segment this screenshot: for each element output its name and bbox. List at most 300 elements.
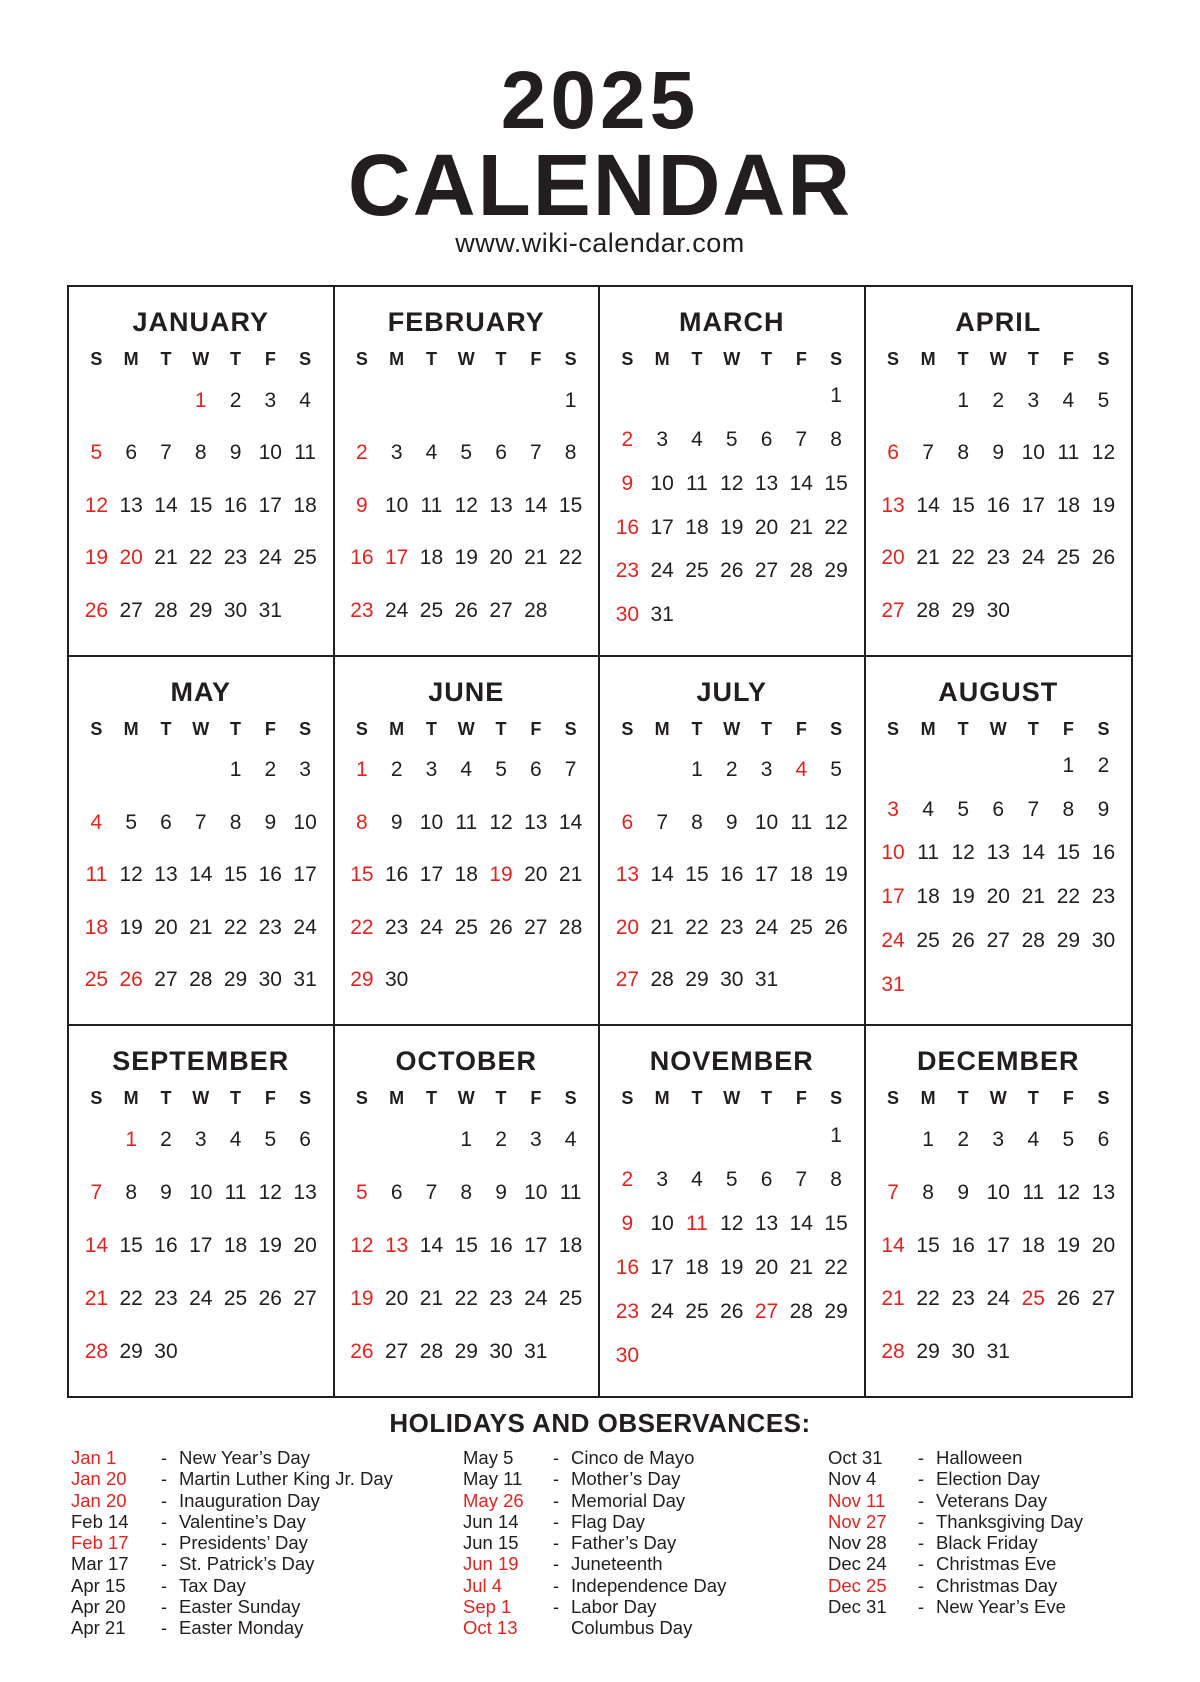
weekday-letter: S xyxy=(887,1088,900,1109)
holiday-date: Dec 31 xyxy=(828,1596,887,1618)
day-cell: 18 xyxy=(84,915,109,939)
month-june xyxy=(335,657,601,1027)
day-cell: 25 xyxy=(419,598,444,622)
day-cell: 10 xyxy=(881,841,905,865)
weekday-letter: W xyxy=(989,718,1007,739)
day-cell: 27 xyxy=(881,598,905,622)
day-cell: 17 xyxy=(881,885,905,909)
month-title: SEPTEMBER xyxy=(112,1046,290,1077)
holiday-name: Mother’s Day xyxy=(571,1468,681,1490)
holiday-separator: - xyxy=(917,1468,925,1490)
holiday-date: Jun 15 xyxy=(463,1532,519,1554)
day-cell: 20 xyxy=(524,863,548,887)
week-row xyxy=(79,388,323,413)
day-cell: 19 xyxy=(720,1256,744,1280)
week-row xyxy=(345,1127,589,1152)
day-cell: 7 xyxy=(922,441,934,465)
day-cell: 26 xyxy=(454,598,478,622)
day-cell: 28 xyxy=(789,1300,813,1324)
day-cell: 24 xyxy=(986,1286,1010,1310)
weekday-letter: T xyxy=(957,718,969,739)
weekday-letter: F xyxy=(530,718,542,739)
weekday-letter: W xyxy=(457,349,475,369)
day-cell: 12 xyxy=(258,1181,282,1205)
day-cell: 18 xyxy=(685,515,709,539)
day-cell: 5 xyxy=(495,758,507,782)
day-cell-empty xyxy=(645,1123,680,1148)
day-cell: 17 xyxy=(419,863,444,887)
weekday-letter: M xyxy=(920,1088,936,1109)
weekday-letter: S xyxy=(299,1088,312,1109)
day-cell: 24 xyxy=(650,559,674,583)
day-cell: 9 xyxy=(957,1181,970,1205)
day-cell: 31 xyxy=(258,598,282,622)
week-row xyxy=(79,1339,323,1364)
day-cell: 24 xyxy=(384,598,409,622)
day-cell: 4 xyxy=(299,388,311,412)
day-cell-empty xyxy=(1016,1339,1051,1364)
week-row xyxy=(610,1211,854,1236)
holiday-row xyxy=(828,1490,1148,1511)
holiday-separator: - xyxy=(917,1532,925,1554)
day-cell: 16 xyxy=(489,1234,513,1258)
day-cell: 23 xyxy=(720,915,744,939)
weekday-header xyxy=(876,1089,1122,1107)
day-cell-empty xyxy=(114,757,149,782)
day-cell: 19 xyxy=(84,546,109,570)
week-row xyxy=(79,545,323,570)
day-cell: 6 xyxy=(390,1181,403,1205)
day-cell-empty xyxy=(645,757,680,782)
day-cell: 15 xyxy=(454,1234,478,1258)
day-cell: 25 xyxy=(916,929,940,952)
day-cell: 24 xyxy=(189,1286,213,1310)
holiday-date: Nov 27 xyxy=(828,1510,887,1532)
holiday-separator: - xyxy=(552,1574,560,1596)
day-cell-empty xyxy=(784,1123,819,1148)
month-days xyxy=(79,738,323,1007)
day-cell: 16 xyxy=(615,1256,640,1280)
holiday-date: Jan 20 xyxy=(71,1489,127,1511)
day-cell: 28 xyxy=(650,968,674,992)
weekday-letter: W xyxy=(192,718,210,739)
day-cell: 13 xyxy=(986,841,1010,865)
holiday-date: Dec 24 xyxy=(828,1553,887,1575)
day-cell: 24 xyxy=(650,1300,674,1324)
day-cell-empty xyxy=(876,1127,911,1152)
day-cell: 2 xyxy=(621,428,634,452)
day-cell: 8 xyxy=(564,441,577,465)
day-cell: 25 xyxy=(454,915,478,939)
day-cell: 24 xyxy=(1021,546,1045,570)
weekday-letter: M xyxy=(389,718,405,739)
day-cell-empty xyxy=(714,383,749,408)
day-cell: 7 xyxy=(194,810,207,834)
day-cell: 1 xyxy=(460,1128,473,1152)
day-cell: 19 xyxy=(258,1234,282,1258)
day-cell: 13 xyxy=(524,810,548,834)
month-days xyxy=(79,368,323,637)
day-cell-empty xyxy=(379,388,414,413)
holiday-separator xyxy=(541,1617,571,1638)
weekday-letter: T xyxy=(160,718,172,739)
day-cell: 2 xyxy=(957,1128,970,1152)
day-cell: 1 xyxy=(957,388,970,412)
day-cell: 19 xyxy=(1056,1234,1081,1258)
day-cell-empty xyxy=(1016,598,1051,623)
holiday-date: May 26 xyxy=(463,1489,524,1511)
day-cell-empty xyxy=(946,972,981,997)
day-cell: 13 xyxy=(1091,1181,1116,1205)
week-row xyxy=(876,440,1122,465)
weekday-letter: T xyxy=(230,1088,242,1109)
holiday-row xyxy=(463,1490,803,1511)
day-cell-empty xyxy=(876,753,911,778)
weekday-letter: S xyxy=(564,1088,577,1109)
month-days xyxy=(345,1107,589,1378)
weekday-header xyxy=(345,1089,589,1107)
day-cell: 3 xyxy=(529,1128,542,1152)
day-cell-empty xyxy=(784,383,819,408)
day-cell: 21 xyxy=(154,546,178,570)
day-cell-empty xyxy=(79,388,114,413)
day-cell: 24 xyxy=(419,915,444,939)
day-cell: 6 xyxy=(621,810,634,834)
week-row xyxy=(610,757,854,782)
week-row xyxy=(345,1233,589,1258)
day-cell-empty xyxy=(1016,972,1051,997)
day-cell-empty xyxy=(749,1123,784,1148)
day-cell: 22 xyxy=(916,1286,940,1310)
week-row xyxy=(876,1286,1122,1311)
day-cell: 20 xyxy=(154,915,178,939)
day-cell: 24 xyxy=(258,546,282,570)
day-cell-empty xyxy=(876,388,911,413)
day-cell-empty xyxy=(79,757,114,782)
holiday-name: Juneteenth xyxy=(571,1553,663,1575)
day-cell-empty xyxy=(449,388,484,413)
day-cell-empty xyxy=(749,602,784,627)
month-title: JULY xyxy=(696,676,768,707)
holiday-column xyxy=(71,1447,411,1639)
weekday-letter: W xyxy=(723,349,741,369)
week-row xyxy=(610,1255,854,1280)
week-row xyxy=(79,810,323,835)
day-cell: 10 xyxy=(524,1181,548,1205)
month-november xyxy=(600,1026,866,1396)
day-cell-empty xyxy=(414,388,449,413)
weekday-letter: F xyxy=(264,718,276,739)
holiday-separator: - xyxy=(917,1489,925,1511)
day-cell: 25 xyxy=(789,915,813,939)
weekday-letter: F xyxy=(264,1088,276,1109)
day-cell-empty xyxy=(714,602,749,627)
day-cell: 18 xyxy=(789,863,813,887)
day-cell-empty xyxy=(819,967,854,992)
month-days xyxy=(345,738,589,1007)
holiday-name: Cinco de Mayo xyxy=(571,1447,695,1468)
day-cell: 6 xyxy=(160,810,172,834)
day-cell: 12 xyxy=(1091,441,1116,465)
day-cell: 28 xyxy=(154,598,178,622)
day-cell: 22 xyxy=(824,1256,848,1280)
day-cell: 1 xyxy=(194,388,207,412)
holiday-row xyxy=(71,1617,411,1638)
day-cell: 4 xyxy=(90,810,103,834)
holiday-separator: - xyxy=(917,1447,925,1468)
weekday-letter: F xyxy=(530,1088,542,1109)
day-cell: 4 xyxy=(229,1128,242,1152)
day-cell: 18 xyxy=(293,493,317,517)
month-march xyxy=(600,287,866,657)
day-cell-empty xyxy=(819,1343,854,1368)
weekday-letter: S xyxy=(564,718,577,739)
day-cell: 28 xyxy=(84,1339,109,1363)
day-cell: 18 xyxy=(419,546,444,570)
week-row xyxy=(79,440,323,465)
day-cell: 1 xyxy=(830,384,842,408)
weekday-letter: T xyxy=(230,718,242,739)
weekday-header xyxy=(610,350,854,368)
day-cell: 16 xyxy=(154,1234,178,1258)
day-cell-empty xyxy=(345,388,380,413)
day-cell: 11 xyxy=(1022,1181,1045,1205)
day-cell: 12 xyxy=(350,1234,374,1258)
weekday-letter: F xyxy=(795,718,807,739)
day-cell: 10 xyxy=(293,810,317,834)
day-cell: 14 xyxy=(789,471,813,495)
day-cell: 24 xyxy=(881,929,905,952)
holiday-name: New Year’s Eve xyxy=(936,1596,1066,1618)
day-cell: 22 xyxy=(1056,885,1081,909)
month-days xyxy=(610,368,854,637)
holiday-row xyxy=(71,1532,411,1553)
holiday-name: Inauguration Day xyxy=(179,1489,320,1511)
day-cell-empty xyxy=(218,1339,253,1364)
week-row xyxy=(79,493,323,518)
holiday-name: Valentine’s Day xyxy=(179,1510,306,1532)
holiday-row xyxy=(71,1511,411,1532)
day-cell: 27 xyxy=(754,559,779,583)
weekday-letter: T xyxy=(495,1088,507,1109)
day-cell: 28 xyxy=(524,598,548,622)
day-cell: 12 xyxy=(720,471,744,495)
day-cell: 24 xyxy=(293,915,317,939)
holiday-separator: - xyxy=(160,1574,168,1596)
day-cell: 10 xyxy=(650,1212,674,1235)
day-cell: 4 xyxy=(691,428,703,452)
day-cell: 21 xyxy=(881,1286,905,1310)
week-row xyxy=(79,1180,323,1205)
day-cell: 18 xyxy=(685,1256,709,1280)
weekday-letter: M xyxy=(654,349,670,369)
day-cell: 1 xyxy=(922,1128,934,1152)
holiday-separator: - xyxy=(160,1617,168,1639)
holiday-row xyxy=(463,1596,803,1617)
holiday-separator: - xyxy=(552,1489,560,1511)
holidays-heading: HOLIDAYS AND OBSERVANCES: xyxy=(389,1408,811,1438)
month-title: JUNE xyxy=(428,676,505,707)
day-cell-empty xyxy=(784,967,819,992)
day-cell: 7 xyxy=(656,810,669,834)
week-row xyxy=(610,1123,854,1148)
day-cell: 15 xyxy=(824,1212,848,1235)
day-cell: 19 xyxy=(119,915,143,939)
holiday-row xyxy=(463,1575,803,1596)
holiday-date: May 11 xyxy=(463,1468,523,1490)
holiday-name: Labor Day xyxy=(571,1596,657,1618)
holiday-date: Jul 4 xyxy=(463,1574,503,1596)
weekday-letter: T xyxy=(160,349,172,369)
holiday-name: Tax Day xyxy=(179,1574,246,1596)
day-cell: 19 xyxy=(454,546,478,570)
day-cell: 1 xyxy=(356,758,368,782)
day-cell: 17 xyxy=(1021,493,1045,517)
day-cell: 29 xyxy=(824,1300,848,1324)
day-cell: 9 xyxy=(992,441,1005,465)
weekday-letter: S xyxy=(90,718,103,739)
holiday-row xyxy=(463,1511,803,1532)
day-cell-empty xyxy=(1086,972,1121,997)
weekday-letter: F xyxy=(795,1088,807,1109)
week-row xyxy=(345,757,589,782)
day-cell: 18 xyxy=(1056,493,1081,517)
day-cell: 27 xyxy=(154,968,178,992)
day-cell: 15 xyxy=(119,1234,143,1258)
holiday-separator: - xyxy=(552,1553,560,1575)
day-cell: 11 xyxy=(917,841,939,865)
weekday-letter: S xyxy=(621,349,634,369)
day-cell: 23 xyxy=(1091,885,1116,909)
day-cell: 27 xyxy=(384,1339,409,1363)
day-cell: 26 xyxy=(489,915,513,939)
day-cell: 11 xyxy=(686,1212,708,1235)
day-cell: 19 xyxy=(1091,493,1116,517)
weekday-letter: M xyxy=(123,718,139,739)
day-cell: 9 xyxy=(725,810,738,834)
day-cell: 9 xyxy=(1097,797,1110,821)
day-cell-empty xyxy=(946,753,981,778)
day-cell: 29 xyxy=(454,1339,478,1363)
holiday-row xyxy=(828,1596,1148,1617)
weekday-letter: T xyxy=(691,1088,703,1109)
day-cell: 22 xyxy=(189,546,213,570)
day-cell: 6 xyxy=(992,797,1005,821)
holiday-name: St. Patrick’s Day xyxy=(179,1553,315,1575)
day-cell: 15 xyxy=(951,493,975,517)
holiday-date: Feb 17 xyxy=(71,1532,129,1554)
day-cell: 25 xyxy=(293,546,317,570)
weekday-letter: W xyxy=(192,349,210,369)
day-cell: 1 xyxy=(229,758,242,782)
weekday-letter: M xyxy=(654,1088,670,1109)
week-row xyxy=(610,915,854,940)
day-cell-empty xyxy=(379,1127,414,1152)
holiday-name: Presidents’ Day xyxy=(179,1532,308,1554)
holiday-name: Thanksgiving Day xyxy=(936,1510,1084,1532)
weekday-letter: S xyxy=(1097,349,1110,369)
weekday-letter: T xyxy=(1027,1088,1039,1109)
day-cell: 2 xyxy=(495,1128,507,1152)
day-cell: 12 xyxy=(119,863,143,887)
day-cell: 13 xyxy=(615,863,640,887)
day-cell: 21 xyxy=(419,1286,444,1310)
weekday-header xyxy=(345,350,589,368)
day-cell: 16 xyxy=(720,863,744,887)
holiday-separator: - xyxy=(917,1510,925,1532)
day-cell: 8 xyxy=(922,1181,934,1205)
holiday-date: Nov 4 xyxy=(828,1468,877,1490)
month-may xyxy=(69,657,335,1027)
day-cell: 4 xyxy=(922,797,934,821)
day-cell-empty xyxy=(1051,972,1086,997)
holiday-name: Memorial Day xyxy=(571,1489,686,1511)
week-row xyxy=(610,602,854,627)
holiday-row xyxy=(71,1490,411,1511)
day-cell: 20 xyxy=(615,915,640,939)
holiday-date: Apr 20 xyxy=(71,1596,126,1618)
day-cell: 26 xyxy=(824,915,848,939)
day-cell-empty xyxy=(784,1343,819,1368)
week-row xyxy=(610,471,854,496)
day-cell: 6 xyxy=(299,1128,311,1152)
month-february xyxy=(335,287,601,657)
day-cell: 6 xyxy=(760,428,773,452)
holiday-row xyxy=(71,1596,411,1617)
day-cell: 25 xyxy=(223,1286,248,1310)
week-row xyxy=(610,383,854,408)
day-cell: 13 xyxy=(881,493,905,517)
day-cell: 22 xyxy=(119,1286,143,1310)
weekday-letter: T xyxy=(495,718,507,739)
day-cell: 11 xyxy=(455,810,478,834)
day-cell-empty xyxy=(414,967,449,992)
day-cell: 13 xyxy=(119,493,143,517)
day-cell: 5 xyxy=(90,441,103,465)
day-cell: 29 xyxy=(350,968,374,992)
day-cell: 31 xyxy=(986,1339,1010,1363)
day-cell: 15 xyxy=(189,493,213,517)
week-row xyxy=(610,862,854,887)
day-cell: 27 xyxy=(1091,1286,1116,1310)
day-cell: 1 xyxy=(564,388,577,412)
day-cell: 29 xyxy=(119,1339,143,1363)
week-row xyxy=(79,967,323,992)
day-cell: 2 xyxy=(356,441,368,465)
holiday-name: Veterans Day xyxy=(936,1489,1048,1511)
day-cell-empty xyxy=(981,972,1016,997)
day-cell: 3 xyxy=(264,388,277,412)
day-cell: 23 xyxy=(986,546,1010,570)
day-cell: 28 xyxy=(881,1339,905,1363)
day-cell: 11 xyxy=(559,1181,582,1205)
day-cell: 2 xyxy=(160,1128,172,1152)
day-cell-empty xyxy=(114,388,149,413)
day-cell: 28 xyxy=(916,598,940,622)
week-row xyxy=(876,545,1122,570)
holiday-name: New Year’s Day xyxy=(179,1447,310,1468)
week-row xyxy=(79,915,323,940)
month-december xyxy=(866,1026,1132,1396)
day-cell: 28 xyxy=(419,1339,444,1363)
day-cell: 4 xyxy=(460,758,473,782)
day-cell: 10 xyxy=(258,441,282,465)
month-title: MARCH xyxy=(679,307,785,337)
day-cell: 18 xyxy=(454,863,478,887)
day-cell: 10 xyxy=(384,493,409,517)
weekday-header xyxy=(79,1089,323,1107)
day-cell: 2 xyxy=(229,388,242,412)
